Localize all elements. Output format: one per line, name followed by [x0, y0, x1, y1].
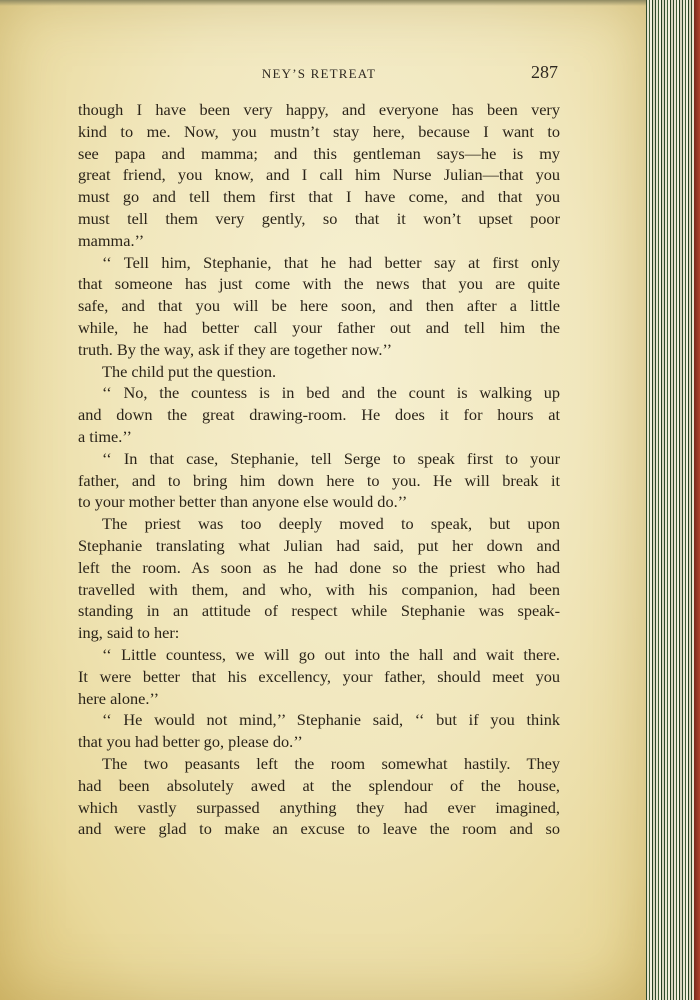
book-fore-edge: [646, 0, 700, 1000]
page-header: [78, 62, 560, 86]
text-line: that someone has just come with the news that you are quite: [78, 274, 560, 294]
text-line: ‘‘ In that case, Stephanie, tell Serge to speak first to your: [102, 448, 560, 468]
text-line: father, and to bring him down here to you. He will break it: [78, 470, 560, 490]
text-line: ‘‘ No, the countess is in bed and the count is walking up: [102, 383, 560, 403]
page-number: 287: [531, 62, 558, 82]
text-line: ing, said to her:: [78, 623, 180, 643]
text-line: travelled with them, and who, with his companion, had been: [78, 579, 560, 599]
text-line: Stephanie translating what Julian had said, put her down and: [78, 535, 560, 555]
text-line: must go and tell them first that I have come, and that you: [78, 187, 560, 207]
text-line: while, he had better call your father out and tell him the: [78, 317, 560, 337]
text-line: here alone.’’: [78, 688, 160, 708]
text-line: must tell them very gently, so that it won’t upset poor: [78, 208, 560, 228]
running-head: NEY’S RETREAT: [261, 66, 377, 81]
text-line: had been absolutely awed at the splendour of the house,: [78, 775, 560, 795]
text-line: standing in an attitude of respect while Stephanie was speak-: [78, 601, 560, 621]
text-line: The priest was too deeply moved to speak, but upon: [102, 514, 560, 534]
body-text: [78, 99, 560, 840]
text-line: see papa and mamma; and this gentleman says—he is my: [78, 143, 560, 163]
text-line: safe, and that you will be here soon, and then after a little: [78, 296, 560, 316]
text-line: to your mother better than anyone else would do.’’: [78, 492, 408, 512]
text-line: left the room. As soon as he had done so the priest who had: [78, 557, 560, 577]
page-top-edge: [0, 0, 646, 6]
text-line: The child put the question.: [102, 361, 277, 381]
text-line: ‘‘ He would not mind,’’ Stephanie said, ‘‘ but if you think: [102, 710, 560, 730]
text-line: The two peasants left the room somewhat hastily. They: [102, 753, 560, 773]
text-line: kind to me. Now, you mustn’t stay here, because I want to: [78, 121, 560, 141]
text-line: It were better that his excellency, your father, should meet you: [78, 666, 560, 686]
text-line: and down the great drawing-room. He does it for hours at: [78, 405, 560, 425]
text-line: though I have been very happy, and everyone has been very: [78, 100, 560, 119]
text-line: mamma.’’: [78, 230, 145, 250]
text-line: that you had better go, please do.’’: [78, 732, 303, 752]
text-line: ‘‘ Little countess, we will go out into the hall and wait there.: [102, 644, 560, 664]
text-line: great friend, you know, and I call him Nurse Julian—that you: [78, 165, 560, 185]
text-line: a time.’’: [78, 426, 132, 446]
text-line: ‘‘ Tell him, Stephanie, that he had better say at first only: [102, 252, 560, 272]
text-line: which vastly surpassed anything they had ever imagined,: [78, 797, 560, 817]
text-line: and were glad to make an excuse to leave the room and so: [78, 819, 560, 839]
text-line: truth. By the way, ask if they are together now.’’: [78, 339, 393, 359]
